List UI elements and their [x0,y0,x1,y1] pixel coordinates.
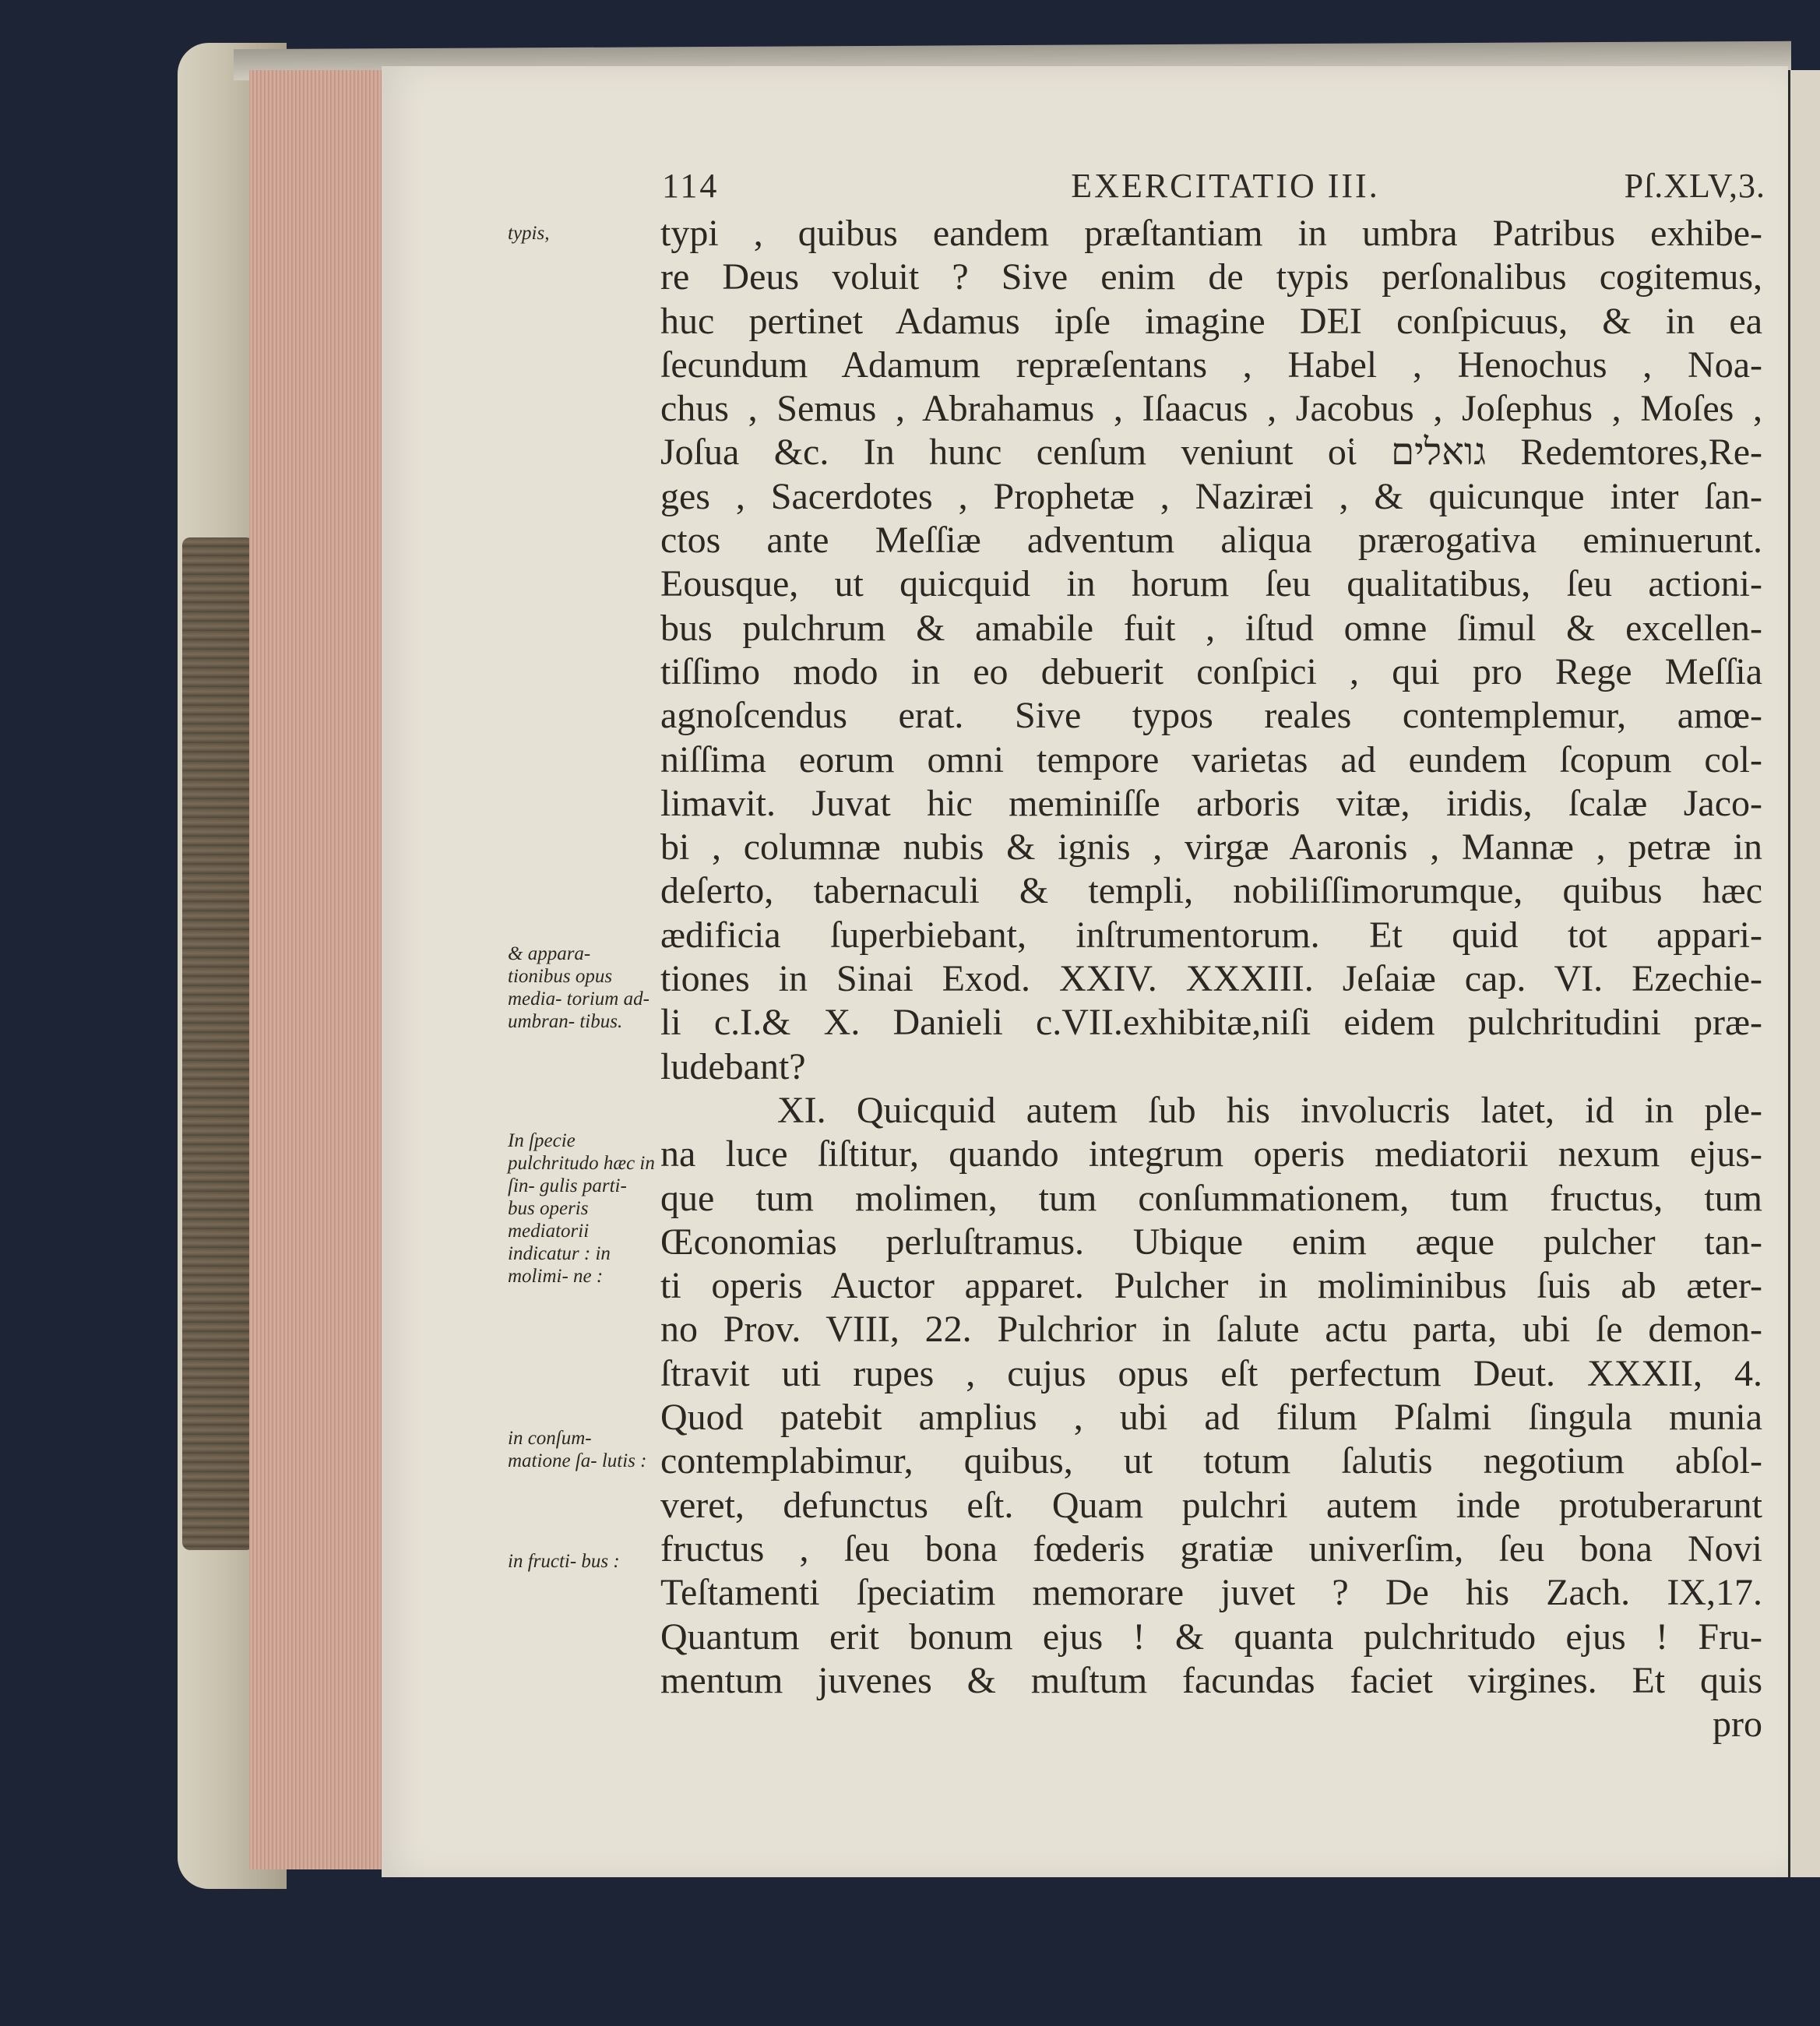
margin-note-fructibus: in fructi- bus : [508,1551,620,1572]
text-line: bus pulchrum & amabile fuit , iſtud omne ſimul & excellen- [660,607,1762,649]
text-line: Quod patebit amplius , ubi ad filum Pſalmi ſingula munia [660,1397,1762,1439]
text-line: re Deus voluit ? Sive enim de typis perſonalibus cogitemus, [660,256,1762,298]
page-number: 114 [662,167,720,205]
margin-note-in-specie: In ſpecie pulchritudo hæc in ſin- gulis parti- bus operis mediatorii indicatur : in molimi- ne : [508,1130,655,1287]
text-line: que tum molimen, tum conſummationem, tum fructus, tum [660,1177,1762,1219]
text-line: li c.I.& X. Danieli c.VII.exhibitæ,niſi eidem pulchritudini præ- [660,1002,1762,1044]
text-line: ædificia ſuperbiebant, inſtrumentorum. Et quid tot appari- [660,914,1762,956]
text-line: Œconomias perluſtramus. Ubique enim æque pulcher tan- [660,1221,1762,1263]
text-line: Teſtamenti ſpeciatim memorare juvet ? De his Zach. IX,17. [660,1572,1762,1614]
text-line: ti operis Auctor apparet. Pulcher in moliminibus ſuis ab æter- [660,1265,1762,1307]
text-line: Quantum erit bonum ejus ! & quanta pulchritudo ejus ! Fru- [660,1616,1762,1658]
text-line: bi , columnæ nubis & ignis , virgæ Aaronis , Mannæ , petræ in [660,826,1762,869]
margin-note-apparitionibus: & appara- tionibus opus media- torium ad- umbran- tibus. [508,943,649,1032]
margin-note-consummatione: in conſum- matione ſa- lutis : [508,1428,647,1471]
text-line: veret, defunctus eſt. Quam pulchri autem inde protuberarunt [660,1484,1762,1526]
text-line: typi , quibus eandem præſtantiam in umbra Patribus exhibe- [660,213,1762,254]
main-text-block [660,212,1762,1746]
binding-stain [182,537,254,1550]
section-start-line: XI. Quicquid autem ſub his involucris latet, id in ple- [777,1089,1762,1131]
running-title: EXERCITATIO III. [1071,167,1380,205]
text-line: agnoſcendus erat. Sive typos reales contemplemur, amœ- [660,695,1762,737]
margin-note-typis: typis, [508,223,550,244]
text-line: niſſima eorum omni tempore varietas ad eundem ſcopum col- [660,738,1762,780]
text-line: no Prov. VIII, 22. Pulchrior in ſalute actu parta, ubi ſe demon- [660,1309,1762,1351]
text-line: ctos ante Meſſiæ adventum aliqua prærogativa eminuerunt. [660,520,1762,562]
text-line: ſecundum Adamum repræſentans , Habel , Henochus , Noa- [660,344,1762,386]
text-line: fructus , ſeu bona fœderis gratiæ univerſim, ſeu bona Novi [660,1527,1762,1570]
text-line: ſtravit uti rupes , cujus opus eſt perfectum Deut. XXXII, 4. [660,1352,1762,1394]
page-edges [249,70,387,1869]
text-line: tiones in Sinai Exod. XXIV. XXXIII. Jeſaiæ cap. VI. Ezechie- [660,958,1762,1000]
text-line: ludebant? [660,1045,806,1087]
running-header [662,166,1765,206]
text-line: limavit. Juvat hic meminiſſe arboris vitæ, iridis, ſcalæ Jaco- [660,782,1762,824]
text-line: tiſſimo modo in eo debuerit conſpici , qui pro Rege Meſſia [660,650,1762,692]
text-line: ges , Sacerdotes , Prophetæ , Naziræi , & quicunque inter ſan- [660,475,1762,517]
text-line: huc pertinet Adamus ipſe imagine DEI conſpicuus, & in ea [660,300,1762,342]
text-line: contemplabimur, quibus, ut totum ſalutis negotium abſol- [660,1440,1762,1482]
text-line: na luce ſiſtitur, quando integrum operis mediatorii nexum ejus- [660,1133,1762,1175]
text-line: deſerto, tabernaculi & templi, nobiliſſimorumque, quibus hæc [660,870,1762,912]
facing-page-edge [1788,70,1820,1877]
psalm-reference: Pſ.XLV,3. [1624,167,1765,205]
text-line: Joſua &c. In hunc cenſum veniunt οἱ גואלים Redemtores,Re- [660,432,1762,474]
catchword: pro [1713,1704,1762,1746]
text-line: chus , Semus , Abrahamus , Iſaacus , Jacobus , Joſephus , Moſes , [660,388,1762,430]
text-line: Eousque, ut quicquid in horum ſeu qualitatibus, ſeu actioni- [660,563,1762,605]
text-line: mentum juvenes & muſtum facundas faciet virgines. Et quis [660,1659,1762,1701]
